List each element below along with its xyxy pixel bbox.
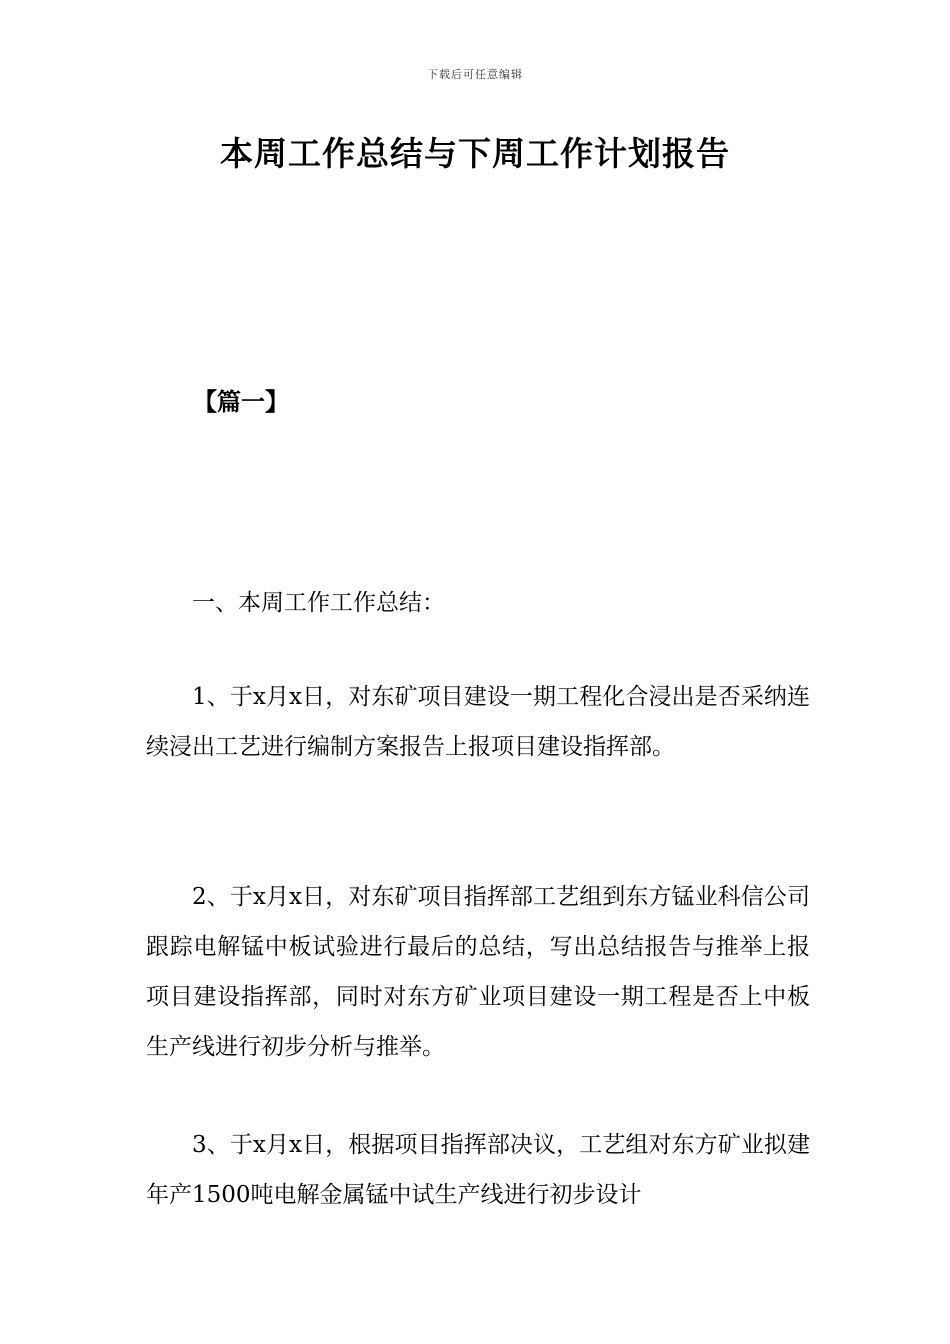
paragraph-2: 2、于x月x日，对东矿项目指挥部工艺组到东方锰业科信公司跟踪电解锰中板试验进行最后的总结，写出总结报告与推举上报项目建设指挥部，同时对东方矿业项目建设一期工程是否上中板生产线进行初步分析与推举。 [146, 884, 810, 1060]
section-label: 【篇一】 [193, 387, 289, 416]
page-header-note: 下载后可任意编辑 [427, 68, 523, 81]
section-heading: 一、本周工作工作总结： [192, 590, 445, 616]
document-title: 本周工作总结与下周工作计划报告 [220, 134, 730, 173]
paragraph-3: 3、于x月x日，根据项目指挥部决议，工艺组对东方矿业拟建年产1500吨电解金属锰中试生产线进行初步设计 [146, 1132, 810, 1208]
paragraph-1: 1、于x月x日，对东矿项目建设一期工程化合浸出是否采纳连续浸出工艺进行编制方案报告上报项目建设指挥部。 [146, 684, 810, 760]
